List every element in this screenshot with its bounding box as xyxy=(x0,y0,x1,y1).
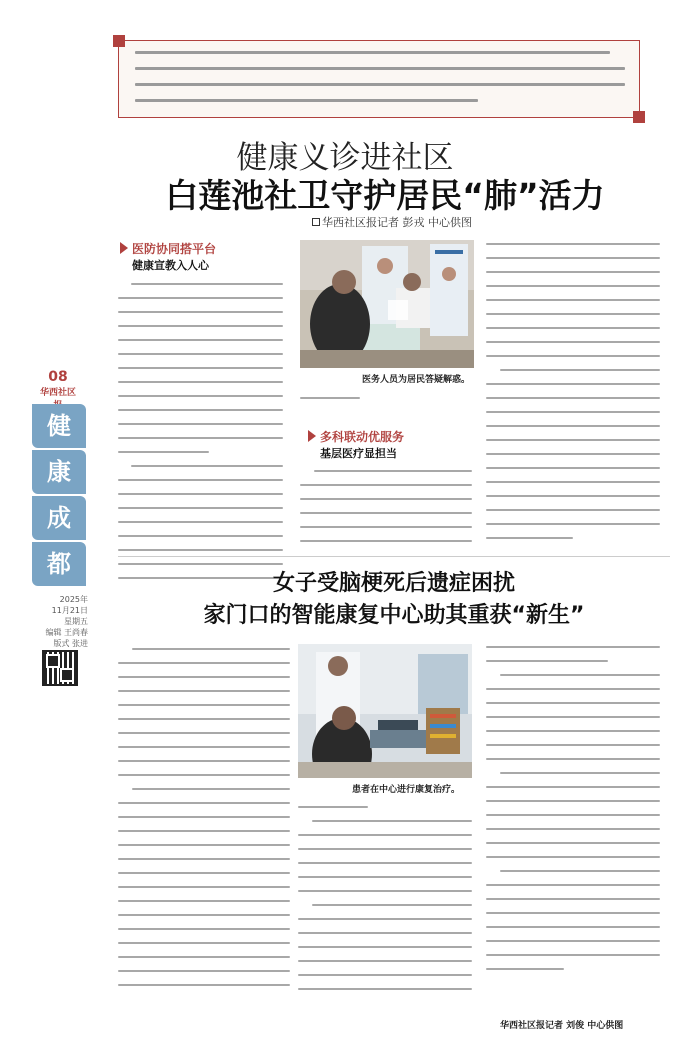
section-char: 康 xyxy=(32,450,86,494)
article-1-photo xyxy=(300,240,474,368)
article-1-photo-caption: 医务人员为居民答疑解惑。 xyxy=(362,375,471,385)
headline-1-line-2: 白莲池社卫守护居民“肺”活力 xyxy=(165,176,605,215)
headline-2-line-2: 家门口的智能康复中心助其重获“新生” xyxy=(203,603,585,628)
lead-text-placeholder xyxy=(135,51,625,115)
article-2-col-1-text xyxy=(118,648,290,998)
article-1-col-2-text xyxy=(300,470,472,554)
section-char: 都 xyxy=(32,542,86,586)
subhead-2: 多科联动优服务 基层医疗显担当 xyxy=(320,430,405,460)
qr-code[interactable] xyxy=(42,650,78,686)
headline-2-line-1: 女子受脑梗死后遗症困扰 xyxy=(272,571,515,596)
article-divider xyxy=(118,556,670,557)
article-2-photo-caption: 患者在中心进行康复治疗。 xyxy=(352,785,461,795)
article-2-col-2-text xyxy=(298,806,472,1002)
article-2-col-3-text xyxy=(486,646,660,982)
section-char: 成 xyxy=(32,496,86,540)
article-2-photo xyxy=(298,644,472,778)
lead-summary-box xyxy=(118,40,640,118)
subhead-1: 医防协同搭平台 健康宣教入人心 xyxy=(132,242,217,272)
article-1-col-1-text xyxy=(118,283,283,591)
brand-label: 华西社区 xyxy=(39,388,76,398)
page-number: 08 xyxy=(48,369,68,385)
section-title-column xyxy=(32,404,86,586)
section-char: 健 xyxy=(32,404,86,448)
article-2-byline: 华西社区报记者 刘俊 中心供图 xyxy=(500,1021,624,1031)
square-icon xyxy=(312,218,320,226)
headline-1-byline: 华西社区报记者 彭戎 中心供图 xyxy=(312,214,472,230)
issue-meta: 2025年 11月21日 星期五 编辑 王尚春 版式 张进 xyxy=(45,595,88,648)
article-1-col-3-text xyxy=(486,243,660,551)
headline-1-line-1: 健康义诊进社区 xyxy=(236,140,454,176)
article-1-col-2-tail xyxy=(300,397,360,411)
